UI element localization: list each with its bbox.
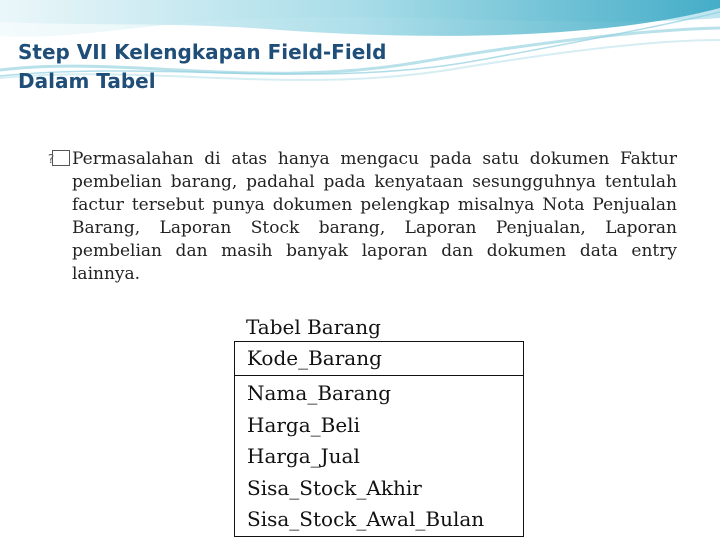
bullet-icon: [52, 150, 70, 166]
table-field: Harga_Beli: [247, 412, 360, 437]
table-field-list: [247, 378, 484, 536]
table-header: Tabel Barang: [246, 315, 381, 339]
table-field: Nama_Barang: [247, 381, 392, 405]
title-line-1: Step VII Kelengkapan Field-Field: [18, 40, 387, 64]
table-field: Sisa_Stock_Akhir: [247, 475, 422, 500]
slide-title: [18, 38, 438, 96]
table-box: [234, 341, 524, 537]
title-line-2: Dalam Tabel: [18, 69, 156, 93]
paragraph-block: [52, 148, 677, 286]
table-field: Harga_Jual: [247, 444, 360, 468]
table-field: Sisa_Stock_Awal_Bulan: [247, 507, 485, 531]
paragraph-text: Permasalahan di atas hanya mengacu pada satu dokumen Faktur pembelian barang, padahal pada kenyataan sesungguhnya tentulah factur tersebut punya dokumen pelengkap misalnya Nota Penjualan Barang, Laporan Stock barang, Laporan Penjualan, Laporan pembelian dan masih banyak laporan dan dokumen data entry lainnya.: [72, 149, 677, 284]
entity-table: [228, 313, 524, 537]
table-key-field: Kode_Barang: [235, 342, 523, 376]
body-paragraph: [52, 148, 677, 286]
